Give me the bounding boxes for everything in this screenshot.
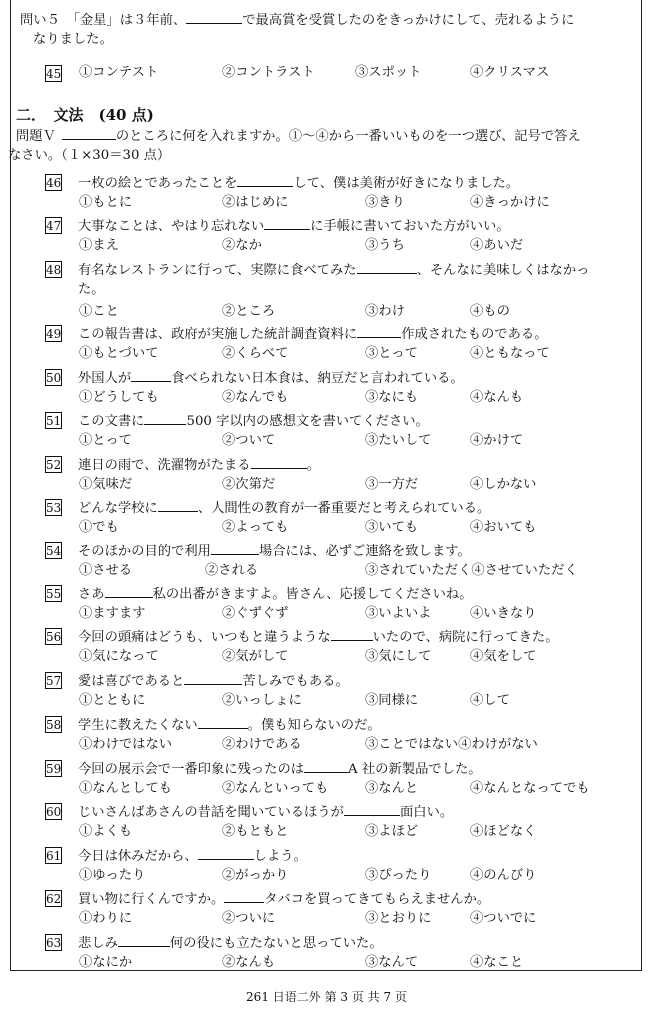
- option: ②ところ: [222, 304, 276, 319]
- option: ①まえ: [79, 238, 119, 253]
- answer-blank: [251, 456, 307, 469]
- question-text-before: 今回の展示会で一番印象に残ったのは: [78, 762, 305, 777]
- answer-blank: [198, 716, 248, 729]
- question-text-before: 有名なレストランに行って、実際に食べてみた: [78, 263, 357, 278]
- question-number: 63: [46, 936, 62, 950]
- question-text-after: 500 字以内の感想文を書いてください。: [186, 414, 429, 429]
- option: ②ついに: [222, 911, 276, 926]
- q45-line1: [20, 11, 574, 29]
- option: ④気をして: [470, 649, 537, 664]
- answer-blank: [304, 760, 348, 773]
- option: ②なんでも: [222, 390, 289, 405]
- question-text: [78, 456, 320, 474]
- question-text: [78, 325, 548, 343]
- question-text-before: 買い物に行くんですか。: [78, 892, 225, 907]
- question-text: [78, 499, 490, 517]
- q45-line2: なりました。: [33, 32, 113, 47]
- question-text: [78, 934, 383, 952]
- option: ①とともに: [79, 693, 146, 708]
- answer-blank: [158, 499, 198, 512]
- option: ①なにか: [79, 955, 133, 970]
- question-text-after: 、人間性の教育が一番重要だと考えられている。: [197, 501, 491, 516]
- option: ②気がして: [222, 649, 289, 664]
- instruction-label: 問題Ｖ: [16, 129, 56, 144]
- question-text-before: 大事なことは、やはり忘れない: [78, 219, 265, 234]
- option: ③ことではない④わけがない: [365, 737, 538, 752]
- option: ①気味だ: [79, 477, 133, 492]
- option: ①わけではない: [79, 737, 173, 752]
- question-number: 55: [46, 587, 62, 601]
- question-text: [78, 542, 471, 560]
- question-text-continued: た。: [78, 282, 105, 297]
- option: ①気になって: [79, 649, 159, 664]
- question-number: 49: [46, 327, 62, 341]
- question-text-after: 。僕も知らないのだ。: [247, 718, 381, 733]
- option: ③いても: [365, 520, 419, 535]
- question-number: 56: [46, 630, 62, 644]
- option: ①よくも: [79, 824, 133, 839]
- option: ①なんとしても: [79, 781, 173, 796]
- question-text-after: 場合には、必ずご連絡を致します。: [258, 544, 471, 559]
- question-text-after: 、そんなに美味しくはなかっ: [416, 263, 590, 278]
- option: ④なんとなってでも: [470, 781, 590, 796]
- question-number: 59: [46, 762, 62, 776]
- option: ②くらべて: [222, 346, 289, 361]
- question-text: [78, 261, 589, 279]
- section-title: 二． 文法 (40 点): [16, 106, 154, 124]
- question-text-after: して、僕は美術が好きになりました。: [293, 176, 520, 191]
- question-text-before: 悲しみ: [78, 936, 118, 951]
- question-text: [78, 672, 349, 690]
- option: ③スポット: [355, 65, 422, 80]
- option: ①ゆったり: [79, 868, 146, 883]
- question-text: [78, 628, 559, 646]
- option: ④なこと: [470, 955, 524, 970]
- option: ④して: [470, 693, 510, 708]
- answer-blank: [331, 628, 373, 641]
- question-number: 53: [46, 501, 62, 515]
- question-number: 52: [46, 458, 62, 472]
- page-footer: 261 日语二外 第 3 页 共 7 页: [246, 990, 407, 1004]
- option: ③うち: [365, 238, 405, 253]
- answer-blank: [186, 11, 242, 24]
- option: ①こと: [79, 304, 119, 319]
- option: ③わけ: [365, 304, 405, 319]
- option: ①どうしても: [79, 390, 159, 405]
- option: ④ともなって: [470, 346, 550, 361]
- option: ④しかない: [470, 477, 537, 492]
- option: ②もともと: [222, 824, 289, 839]
- question-text-before: さあ: [78, 587, 105, 602]
- option: ④ついでに: [470, 911, 537, 926]
- question-number: 46: [46, 176, 62, 190]
- option: ②いっしょに: [222, 693, 302, 708]
- question-number: 62: [46, 892, 62, 906]
- question-text-before: 今日は休みだから、: [78, 849, 198, 864]
- question-text-before: 外国人が: [78, 371, 132, 386]
- option: ②次第だ: [222, 477, 276, 492]
- question-text-after: しよう。: [253, 849, 307, 864]
- option: ③されていただく④させていただく: [365, 563, 578, 578]
- option: ③よほど: [365, 824, 419, 839]
- question-number: 60: [46, 805, 62, 819]
- answer-blank: [357, 261, 417, 274]
- answer-blank: [357, 325, 401, 338]
- option: ③きり: [365, 195, 405, 210]
- option: ④クリスマス: [470, 65, 550, 80]
- option: ②される: [205, 563, 259, 578]
- answer-blank: [224, 890, 264, 903]
- option: ②がっかり: [222, 868, 289, 883]
- question-number: 61: [46, 849, 62, 863]
- question-text-before: この報告書は、政府が実施した統計調査資料に: [78, 327, 358, 342]
- option: ②わけである: [222, 737, 302, 752]
- option: ④なんも: [470, 390, 524, 405]
- question-number: 45: [46, 67, 62, 81]
- question-text: [78, 803, 453, 821]
- question-text-before: この文書に: [78, 414, 145, 429]
- question-text: [78, 760, 482, 778]
- question-text: [78, 412, 429, 430]
- option: ④もの: [470, 304, 510, 319]
- question-text: [78, 847, 307, 865]
- answer-blank: [131, 369, 171, 382]
- question-text-before: 愛は喜びであると: [78, 674, 185, 689]
- question-text-before: 連日の雨で、洗濯物がたまる: [78, 458, 251, 473]
- answer-blank: [184, 672, 242, 685]
- option: ③一方だ: [365, 477, 419, 492]
- answer-blank: [144, 412, 186, 425]
- option: ③同様に: [365, 693, 419, 708]
- instruction-text: のところに何を入れますか。①～④から一番いいものを一つ選び、記号で答え: [115, 129, 581, 144]
- option: ③とおりに: [365, 911, 432, 926]
- option: ①でも: [79, 520, 119, 535]
- question-text: [78, 585, 473, 603]
- option: ④あいだ: [470, 238, 524, 253]
- answer-blank: [62, 127, 116, 140]
- option: ③なんて: [365, 955, 419, 970]
- answer-blank: [237, 174, 293, 187]
- question-text-before: どんな学校に: [78, 501, 158, 516]
- question-number: 50: [46, 371, 62, 385]
- question-text-after: 苦しみでもある。: [242, 674, 349, 689]
- question-text-after: いたので、病院に行ってきた。: [372, 630, 559, 645]
- question-number: 47: [46, 219, 62, 233]
- option: ③気にして: [365, 649, 432, 664]
- option: ①もとに: [79, 195, 133, 210]
- option: ①もとづいて: [79, 346, 159, 361]
- option: ②なんも: [222, 955, 276, 970]
- question-text-before: 学生に教えたくない: [78, 718, 198, 733]
- question-text-after: に手帳に書いておいた方がいい。: [310, 219, 510, 234]
- question-text-after: 。: [306, 458, 320, 473]
- option: ③ぴったり: [365, 868, 432, 883]
- option: ①コンテスト: [79, 65, 159, 80]
- option: ②はじめに: [222, 195, 289, 210]
- answer-blank: [264, 217, 310, 230]
- option: ④のんびり: [470, 868, 537, 883]
- option: ③いよいよ: [365, 606, 432, 621]
- option: ④ほどなく: [470, 824, 537, 839]
- question-text-after: 私の出番がきますよ。皆さん、応援してくださいね。: [152, 587, 473, 602]
- question-text-after: 何の役にも立たないと思っていた。: [169, 936, 383, 951]
- question-text-before: 一枚の絵とであったことを: [78, 176, 238, 191]
- option: ④きっかけに: [470, 195, 550, 210]
- question-number: 57: [46, 674, 62, 688]
- option: ①させる: [79, 563, 133, 578]
- option: ④いきなり: [470, 606, 537, 621]
- question-text-after: 作成されたものである。: [401, 327, 548, 342]
- answer-blank: [211, 542, 259, 555]
- question-text-before: じいさんばあさんの昔話を聞いているほうが: [78, 805, 344, 820]
- option: ③とって: [365, 346, 418, 361]
- answer-blank: [344, 803, 400, 816]
- question-number: 58: [46, 718, 62, 732]
- question-number: 51: [46, 414, 62, 428]
- q45-text-b: で最高賞を受賞したのをきっかけにして、売れるように: [242, 13, 575, 28]
- question-text-before: 今回の頭痛はどうも、いつもと違うような: [78, 630, 331, 645]
- question-text-after: 面白い。: [399, 805, 454, 820]
- option: ①ますます: [79, 606, 146, 621]
- answer-blank: [105, 585, 153, 598]
- option: ②ついて: [222, 433, 276, 448]
- option: ①わりに: [79, 911, 133, 926]
- option: ④おいても: [470, 520, 537, 535]
- option: ②なか: [222, 238, 262, 253]
- option: ②よっても: [222, 520, 289, 535]
- question-text-after: タバコを買ってきてもらえませんか。: [264, 892, 491, 907]
- question-text: [78, 217, 510, 235]
- option: ③なんと: [365, 781, 419, 796]
- option: ③たいして: [365, 433, 432, 448]
- question-text: [78, 716, 381, 734]
- question-number: 48: [46, 263, 62, 277]
- option: ②コントラスト: [222, 65, 315, 80]
- question-text: [78, 174, 519, 192]
- answer-blank: [118, 934, 170, 947]
- section-instruction-line1: [16, 127, 581, 145]
- option: ②なんといっても: [222, 781, 329, 796]
- question-text-after: A 社の新製品でした。: [348, 762, 482, 777]
- question-text-before: そのほかの目的で利用: [78, 544, 211, 559]
- option: ④かけて: [470, 433, 524, 448]
- q45-text-a: 問い５ 「金星」は３年前、: [20, 13, 187, 28]
- option: ②ぐずぐず: [222, 606, 289, 621]
- section-instruction-line2: なさい。（１×30＝30 点）: [8, 148, 171, 163]
- question-text: [78, 890, 490, 908]
- question-text: [78, 369, 464, 387]
- question-number: 54: [46, 544, 62, 558]
- option: ③なにも: [365, 390, 419, 405]
- answer-blank: [198, 847, 254, 860]
- option: ①とって: [79, 433, 132, 448]
- question-text-after: 食べられない日本食は、納豆だと言われている。: [171, 371, 464, 386]
